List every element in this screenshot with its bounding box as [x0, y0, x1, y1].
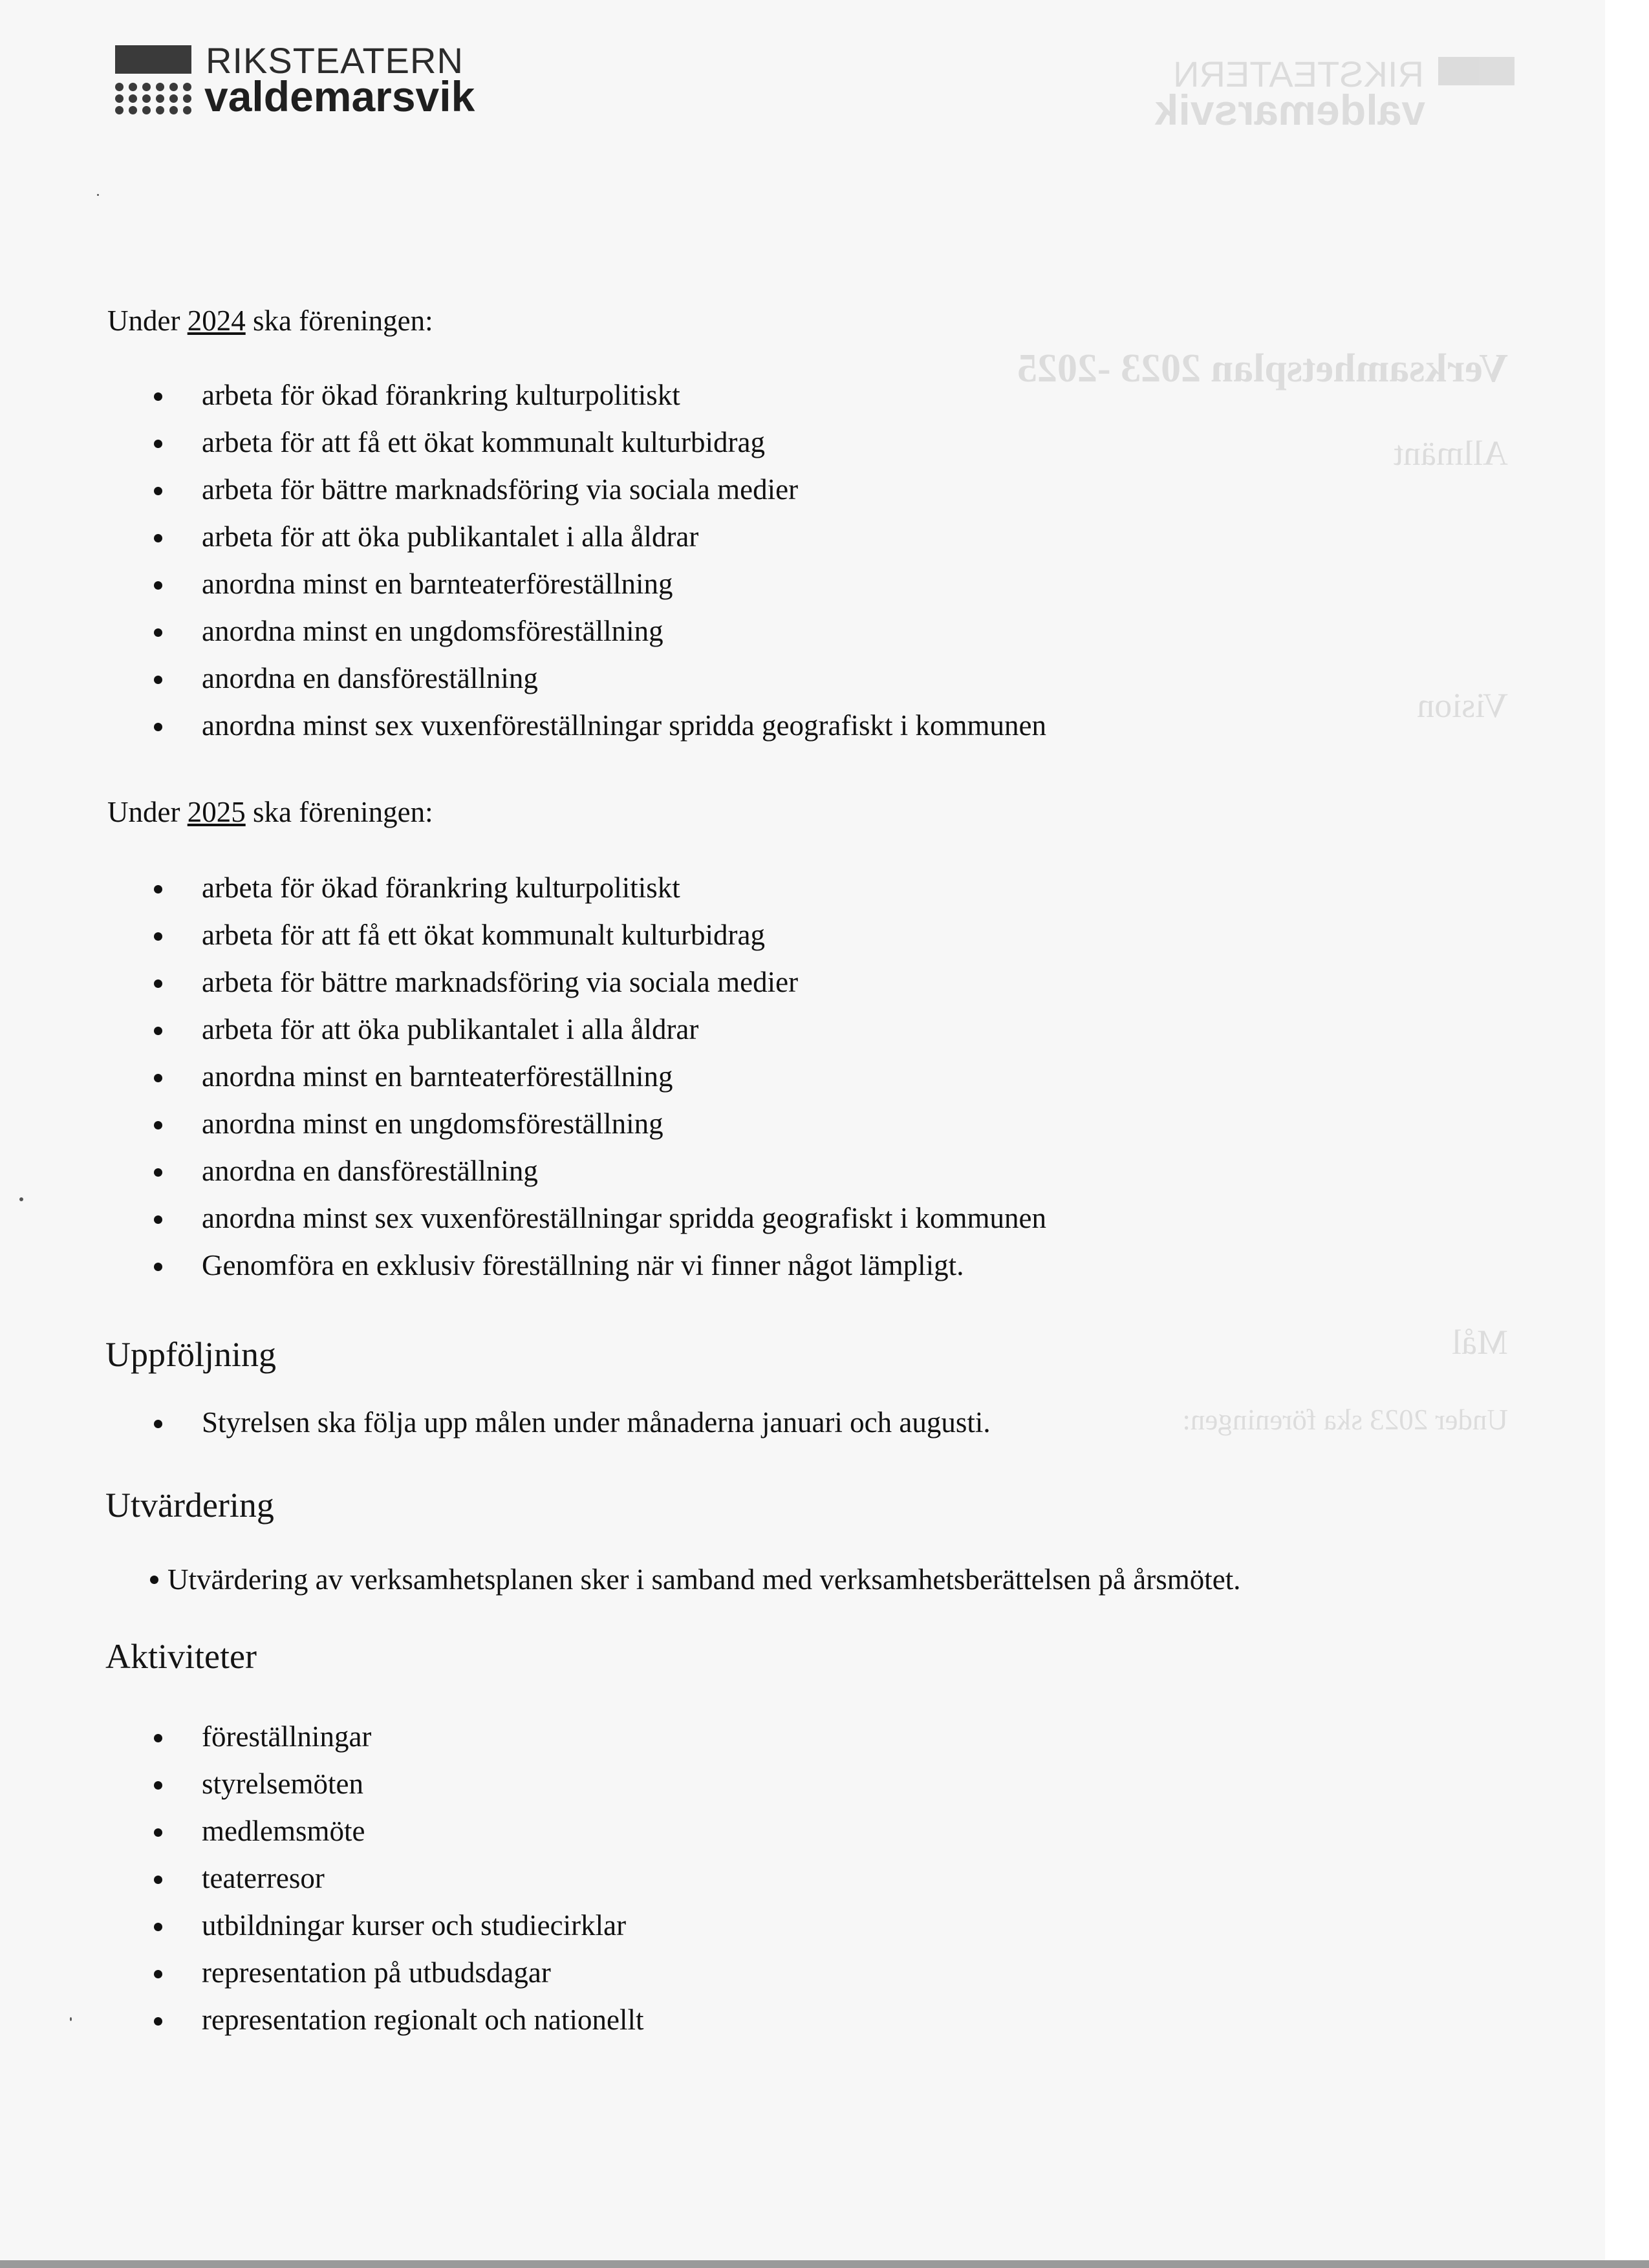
goals-2024-list [154, 372, 1046, 749]
bullet-icon [154, 1263, 162, 1271]
list-item [154, 1100, 1046, 1148]
list-item-text: anordna en dansföreställning [202, 1155, 538, 1187]
bullet-icon [154, 676, 162, 684]
bullet-icon [154, 1074, 162, 1082]
activities-heading: Aktiviteter [105, 1637, 257, 1676]
bullet-icon [154, 2017, 162, 2026]
list-item-text: arbeta för att öka publikantalet i alla åldrar [202, 1013, 699, 1045]
list-item [154, 1808, 644, 1855]
logo-line2: valdemarsvik [204, 72, 475, 120]
list-item-text: medlemsmöte [202, 1815, 365, 1847]
list-item-text: styrelsemöten [202, 1768, 363, 1800]
list-item-text: anordna minst en barnteaterföreställning [202, 568, 673, 600]
list-item [154, 959, 1046, 1006]
list-item [154, 561, 1046, 608]
list-item-text: anordna minst en ungdomsföreställning [202, 615, 663, 647]
list-item [154, 419, 1046, 466]
list-item-text: Styrelsen ska följa upp målen under månaderna januari och augusti. [202, 1406, 991, 1439]
list-item-text: anordna en dansföreställning [202, 662, 538, 694]
bleed-logo-line2: valdemarsvik [1154, 86, 1425, 134]
list-item [154, 513, 1046, 561]
list-item-text: utbildningar kurser och studiecirklar [202, 1909, 627, 1942]
list-item [154, 1949, 644, 1996]
list-item-text: arbeta för ökad förankring kulturpolitiskt [202, 379, 680, 411]
bullet-icon [154, 1215, 162, 1224]
bleed-heading-general: Allmänt [1394, 434, 1508, 473]
bullet-icon [154, 979, 162, 988]
bullet-icon [154, 1168, 162, 1177]
list-item-text: anordna minst en ungdomsföreställning [202, 1107, 663, 1140]
list-item [154, 1006, 1046, 1053]
bullet-icon [154, 628, 162, 637]
list-item-text: arbeta för ökad förankring kulturpolitiskt [202, 872, 680, 904]
list-item-text: arbeta för att få ett ökat kommunalt kulturbidrag [202, 426, 765, 458]
intro-2025 [107, 789, 433, 836]
list-item [154, 1148, 1046, 1195]
intro-2024-suffix: ska föreningen: [245, 305, 433, 337]
bullet-icon [154, 440, 162, 448]
bleed-logo-line1: RIKSTEATERN [1173, 54, 1424, 94]
bleed-logo [1152, 52, 1514, 134]
bullet-icon [154, 487, 162, 495]
scan-speck [97, 194, 99, 196]
year-2025: 2025 [187, 796, 246, 828]
list-item-text: föreställningar [202, 1720, 372, 1753]
list-item-text: arbeta för bättre marknadsföring via sociala medier [202, 473, 799, 506]
bullet-icon [154, 1027, 162, 1035]
list-item-text: representation regionalt och nationellt [202, 2004, 644, 2036]
bleed-heading-goals: Mål [1452, 1323, 1508, 1362]
bleed-title: Verksamhetsplan 2023 -2025 [1017, 347, 1508, 390]
bullet-icon [154, 1781, 162, 1790]
intro-2024 [107, 297, 433, 345]
bullet-icon [154, 932, 162, 941]
list-item [154, 466, 1046, 513]
bullet-icon [154, 885, 162, 893]
list-item-text: arbeta för att få ett ökat kommunalt kulturbidrag [202, 919, 765, 951]
list-item [154, 1902, 644, 1949]
list-item [154, 1399, 991, 1446]
bullet-icon [154, 1923, 162, 1931]
intro-2024-prefix: Under [107, 305, 188, 337]
list-item-text: teaterresor [202, 1862, 325, 1894]
list-item [154, 864, 1046, 912]
list-item-text: Genomföra en exklusiv föreställning när vi finner något lämpligt. [202, 1249, 964, 1281]
bleed-heading-vision: Vision [1417, 686, 1508, 725]
scan-bottom-edge [0, 2260, 1649, 2268]
bullet-icon [154, 1121, 162, 1129]
bullet-icon [154, 1734, 162, 1742]
scan-edge [1605, 0, 1649, 2268]
list-item [154, 912, 1046, 959]
list-item-text: anordna minst sex vuxenföreställningar spridda geografiskt i kommunen [202, 1202, 1046, 1234]
list-item-text: anordna minst sex vuxenföreställningar spridda geografiskt i kommunen [202, 709, 1046, 742]
list-item [154, 1996, 644, 2044]
scan-speck [19, 1197, 23, 1201]
intro-2025-suffix: ska föreningen: [245, 796, 433, 828]
year-2024: 2024 [187, 305, 246, 337]
bleed-goals-intro: Under 2023 ska föreningen: [1182, 1404, 1508, 1436]
goals-2025-list [154, 864, 1046, 1289]
bleed-logo-bar [1438, 57, 1514, 85]
list-item [154, 702, 1046, 749]
scan-speck [70, 2017, 72, 2021]
followup-list [154, 1399, 991, 1446]
logo-line1: RIKSTEATERN [206, 40, 464, 81]
list-item [154, 1242, 1046, 1289]
riksteatern-logo [115, 40, 477, 118]
list-item [154, 372, 1046, 419]
bullet-icon [154, 1420, 162, 1428]
bullet-icon [154, 581, 162, 590]
list-item [154, 1195, 1046, 1242]
bullet-icon [154, 392, 162, 401]
evaluation-text-line [150, 1556, 1240, 1603]
followup-heading: Uppföljning [105, 1335, 276, 1374]
list-item-text: arbeta för bättre marknadsföring via sociala medier [202, 966, 799, 998]
list-item-text: representation på utbudsdagar [202, 1956, 551, 1989]
logo-dots [115, 83, 193, 111]
bullet-icon [154, 534, 162, 542]
list-item [154, 1760, 644, 1808]
list-item-text: arbeta för att öka publikantalet i alla åldrar [202, 520, 699, 553]
list-item [154, 1713, 644, 1760]
evaluation-text: Utvärdering av verksamhetsplanen sker i samband med verksamhetsberättelsen på årsmötet. [167, 1563, 1241, 1596]
list-item-text: anordna minst en barnteaterföreställning [202, 1060, 673, 1093]
bullet-icon [150, 1576, 158, 1584]
list-item [154, 608, 1046, 655]
evaluation-heading: Utvärdering [105, 1486, 274, 1524]
bullet-icon [154, 723, 162, 731]
bullet-icon [154, 1876, 162, 1884]
activities-list [154, 1713, 644, 2044]
logo-bar [115, 45, 191, 74]
list-item [154, 655, 1046, 702]
list-item [154, 1053, 1046, 1100]
intro-2025-prefix: Under [107, 796, 188, 828]
bullet-icon [154, 1970, 162, 1978]
list-item [154, 1855, 644, 1902]
bullet-icon [154, 1828, 162, 1837]
